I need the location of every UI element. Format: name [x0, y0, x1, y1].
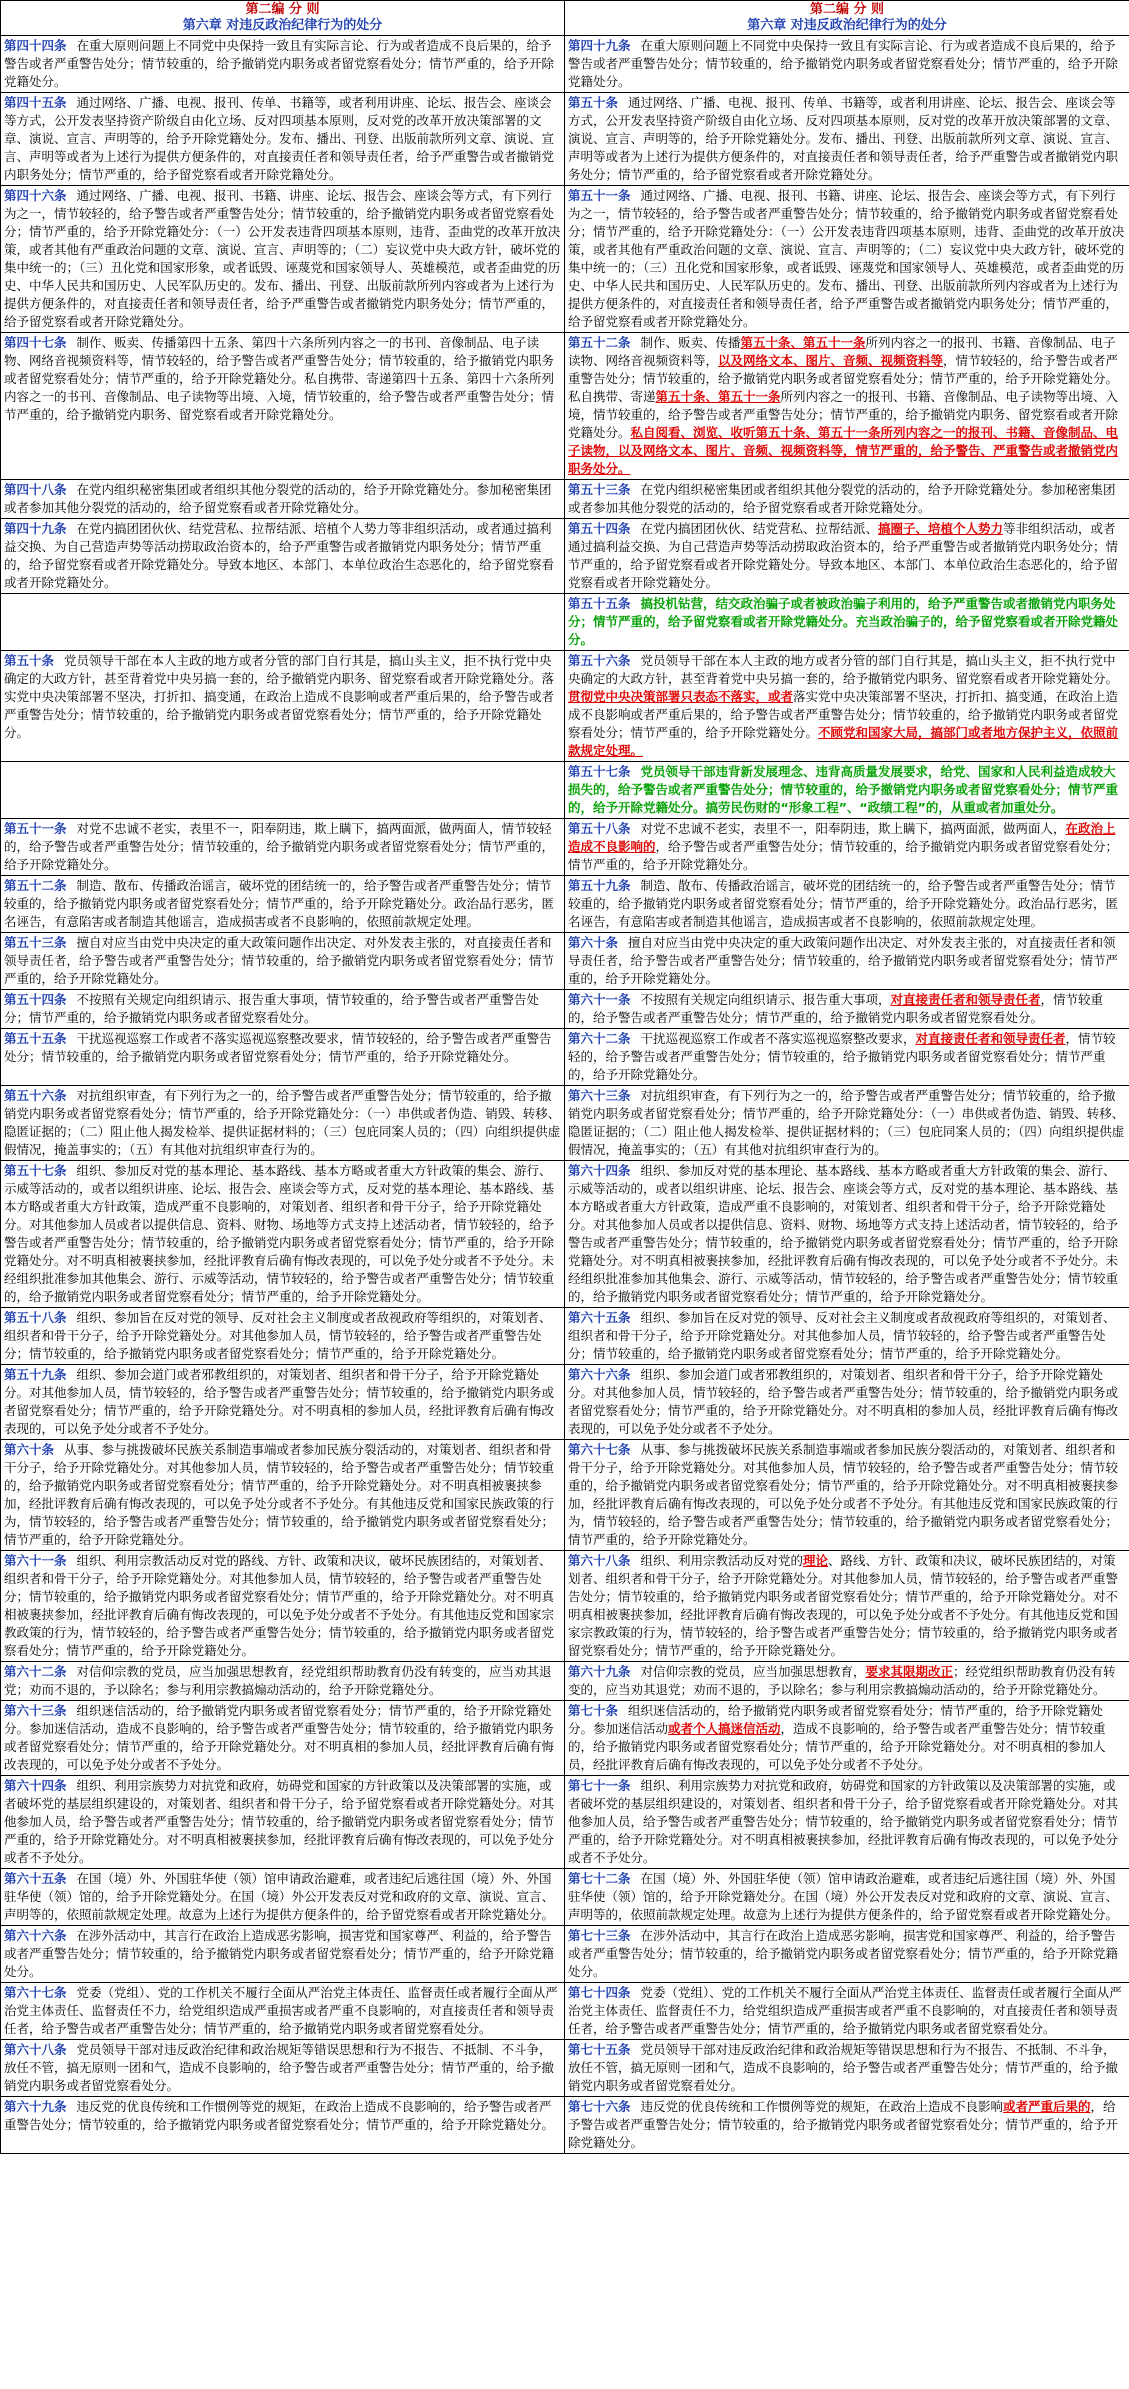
article-number: 第七十五条: [568, 2042, 631, 2057]
article-row: [1, 2097, 1129, 2154]
article-text: 在涉外活动中，其言行在政治上造成恶劣影响，损害党和国家尊严、利益的，给予警告或者严重警告处分；情节较重的，给予撤销党内职务或者留党察看处分；情节严重的，给予开除党籍处分。: [4, 1928, 555, 1979]
article-text: 组织、参加会道门或者邪教组织的，对策划者、组织者和骨干分子，给予开除党籍处分。对其他参加人员，情节较轻的，给予警告或者严重警告处分；情节较重的，给予撤销党内职务或者留党察看处分；情节严重的，给予开除党籍处分。对不明真相的参加人员，经批评教育后确有悔改表现的，可以免予处分或者不予处分。: [568, 1367, 1119, 1436]
header-row: [1, 1, 1129, 36]
article-text: 党员领导干部在本人主政的地方或者分管的部门自行其是，搞山头主义，拒不执行党中央确定的大政方针，甚至背着党中央另搞一套的，给予撤销党内职务、留党察看或者开除党籍处分。: [568, 653, 1119, 686]
article-row: [1, 333, 1129, 480]
article-number: 第七十六条: [568, 2099, 631, 2114]
article-text: 通过网络、广播、电视、报刊、传单、书籍等，或者利用讲座、论坛、报告会、座谈会等方式，公开发表坚持资产阶级自由化立场、反对四项基本原则，反对党的改革开放决策部署的文章、演说、宣言、声明等的，给予开除党籍处分。发布、播出、刊登、出版前款所列文章、演说、宣言、声明等或者为上述行为提供方便条件的，对直接责任者和领导责任者，给予严重警告或者撤销党内职务处分；情节严重的，给予留党察看或者开除党籍处分。: [4, 95, 555, 182]
article-text: 对抗组织审查，有下列行为之一的，给予警告或者严重警告处分；情节较重的，给予撤销党内职务或者留党察看处分；情节严重的，给予开除党籍处分：（一）串供或者伪造、销毁、转移、隐匿证据的；（二）阻止他人揭发检举、提供证据材料的；（三）包庇同案人员的；（四）向组织提供虚假情况，掩盖事实的；（五）有其他对抗组织审查行为的。: [568, 1088, 1125, 1157]
right-header: [565, 1, 1129, 36]
article-number: 第六十五条: [568, 1310, 631, 1325]
article-row: [1, 594, 1129, 651]
article-number: 第六十二条: [568, 1031, 631, 1046]
article-text: 擅自对应当由党中央决定的重大政策问题作出决定、对外发表主张的，对直接责任者和领导责任者，给予警告或者严重警告处分；情节较重的，给予撤销党内职务或者留党察看处分；情节严重的，给予开除党籍处分。: [568, 935, 1119, 986]
article-number: 第六十一条: [568, 992, 631, 1007]
article-number: 第七十一条: [568, 1778, 631, 1793]
old-article-cell: [1, 651, 565, 762]
old-article-cell: [1, 1308, 565, 1365]
article-text: 党委（党组）、党的工作机关不履行全面从严治党主体责任、监督责任或者履行全面从严治党主体责任、监督责任不力，给党组织造成严重损害或者严重不良影响的，对直接责任者和领导责任者，给予警告或者严重警告处分；情节严重的，给予撤销党内职务或者留党察看处分。: [568, 1985, 1122, 2036]
article-text: 在党内组织秘密集团或者组织其他分裂党的活动的，给予开除党籍处分。参加秘密集团或者参加其他分裂党的活动的，给予留党察看或者开除党籍处分。: [4, 482, 552, 515]
article-text: 对信仰宗教的党员，应当加强思想教育，: [640, 1664, 866, 1679]
article-text: ，造成不良影响的，给予警告或者严重警告处分；情节较重的，给予撤销党内职务或者留党察看处分；情节严重的，给予开除党籍处分。对不明真相的参加人员，经批评教育后确有悔改表现的，可以免予处分或者不予处分。: [568, 1721, 1106, 1772]
amended-text: 贯彻党中央决策部署只表态不落实，或者: [568, 689, 794, 704]
article-text: 对抗组织审查，有下列行为之一的，给予警告或者严重警告处分；情节较重的，给予撤销党内职务或者留党察看处分；情节严重的，给予开除党籍处分：（一）串供或者伪造、销毁、转移、隐匿证据的；（二）阻止他人揭发检举、提供证据材料的；（三）包庇同案人员的；（四）向组织提供虚假情况，掩盖事实的；（五）有其他对抗组织审查行为的。: [4, 1088, 561, 1157]
new-article-cell: [565, 1776, 1129, 1869]
article-row: [1, 480, 1129, 519]
article-text: 等非组织活动，或者通过搞利益交换、为自己营造声势等活动捞取政治资本的，给予严重警告或者撤销党内职务处分；情节严重的，给予留党察看或者开除党籍处分。导致本地区、本部门、本单位政治生态恶化的，给予留党察看或者开除党籍处分。: [568, 521, 1119, 590]
new-article-cell: [565, 519, 1129, 594]
article-number: 第五十四条: [568, 521, 631, 536]
article-row: [1, 1662, 1129, 1701]
left-chapter-title: 第六章 对违反政治纪律行为的处分: [182, 18, 383, 33]
article-number: 第四十九条: [4, 521, 67, 536]
old-article-cell: [1, 1776, 565, 1869]
old-article-cell: [1, 1086, 565, 1161]
new-article-cell: [565, 876, 1129, 933]
article-text: 组织、利用宗族势力对抗党和政府，妨碍党和国家的方针政策以及决策部署的实施，或者破坏党的基层组织建设的，对策划者、组织者和骨干分子，给予留党察看或者开除党籍处分。对其他参加人员，给予警告或者严重警告处分；情节较重的，给予撤销党内职务或者留党察看处分；情节严重的，给予开除党籍处分。对不明真相被裹挟参加，经批评教育后确有悔改表现的，可以免予处分或者不予处分。: [4, 1778, 555, 1865]
new-article-cell: [565, 1365, 1129, 1440]
article-text: 通过网络、广播、电视、报刊、书籍、讲座、论坛、报告会、座谈会等方式，有下列行为之一，情节较轻的，给予警告或者严重警告处分；情节较重的，给予撤销党内职务或者留党察看处分；情节严重的，给予开除党籍处分：（一）公开发表违背四项基本原则，违背、歪曲党的改革开放决策，或者其他有严重政治问题的文章、演说、宣言、声明等的；（二）妄议党中央大政方针，破坏党的集中统一的；（三）丑化党和国家形象，或者诋毁、诬蔑党和国家领导人、英雄模范，或者歪曲党的历史、中华人民共和国历史、人民军队历史的。发布、播出、刊登、出版前款所列内容或者为上述行为提供方便条件的，对直接责任者和领导责任者，给予严重警告或者撤销党内职务处分；情节严重的，给予留党察看或者开除党籍处分。: [568, 188, 1125, 329]
article-number: 第四十七条: [4, 335, 67, 350]
new-article-cell: [565, 333, 1129, 480]
article-number: 第五十二条: [568, 335, 631, 350]
article-number: 第六十三条: [568, 1088, 631, 1103]
article-row: [1, 1086, 1129, 1161]
old-article-cell: [1, 1983, 565, 2040]
article-text: 落实党中央决策部署不坚决，打折扣、搞变通，在政治上造成不良影响或者严重后果的，给予警告或者严重警告处分；情节较重的，给予撤销党内职务或者留党察看处分；情节严重的，给予开除党籍处分。: [568, 689, 1119, 740]
article-number: 第五十九条: [568, 878, 631, 893]
article-number: 第五十六条: [4, 1088, 67, 1103]
amended-text: 第五十条、第五十一条: [655, 389, 781, 404]
article-text: ，情节较轻的，给予警告或者严重警告处分；情节较重的，给予撤销党内职务或者留党察看处分；情节严重的，给予开除党籍处分。: [568, 1031, 1116, 1082]
new-article-cell: [565, 1029, 1129, 1086]
left-header: [1, 1, 565, 36]
old-article-cell: [1, 1926, 565, 1983]
new-article-cell: [565, 1551, 1129, 1662]
article-text: 在党内组织秘密集团或者组织其他分裂党的活动的，给予开除党籍处分。参加秘密集团或者参加其他分裂党的活动的，给予留党察看或者开除党籍处分。: [568, 482, 1116, 515]
old-article-cell: [1, 1161, 565, 1308]
article-text: 不按照有关规定向组织请示、报告重大事项，: [640, 992, 891, 1007]
new-article-cell: [565, 933, 1129, 990]
old-article-cell: [1, 1701, 565, 1776]
article-number: 第五十六条: [568, 653, 631, 668]
article-text: 党员领导干部对违反政治纪律和政治规矩等错误思想和行为不报告、不抵制、不斗争，放任不管，搞无原则一团和气，造成不良影响的，给予警告或者严重警告处分；情节严重的，给予撤销党内职务或者留党察看处分。: [4, 2042, 555, 2093]
article-row: [1, 1440, 1129, 1551]
article-row: [1, 1365, 1129, 1440]
old-article-cell: [1, 1440, 565, 1551]
right-part-title: 第二编 分 则: [809, 2, 885, 17]
new-article-cell: [565, 651, 1129, 762]
article-text: 组织迷信活动的，给予撤销党内职务或者留党察看处分；情节严重的，给予开除党籍处分。参加迷信活动: [568, 1703, 1104, 1736]
amended-text: 以及网络文本、图片、音频、视频资料等: [718, 353, 944, 368]
article-row: [1, 819, 1129, 876]
old-article-cell: [1, 876, 565, 933]
article-number: 第七十四条: [568, 1985, 631, 2000]
article-row: [1, 933, 1129, 990]
old-article-cell: [1, 480, 565, 519]
article-text: 党员领导干部在本人主政的地方或者分管的部门自行其是，搞山头主义，拒不执行党中央确定的大政方针，甚至背着党中央另搞一套的，给予撤销党内职务、留党察看或者开除党籍处分。落实党中央决策部署不坚决，打折扣、搞变通，在政治上造成不良影响或者严重后果的，给予警告或者严重警告处分；情节较重的，给予撤销党内职务或者留党察看处分；情节严重的，给予开除党籍处分。: [4, 653, 555, 740]
article-number: 第四十五条: [4, 95, 67, 110]
article-number: 第五十三条: [568, 482, 631, 497]
old-article-cell: [1, 819, 565, 876]
article-row: [1, 651, 1129, 762]
new-article-cell: [565, 1161, 1129, 1308]
article-text: 组织迷信活动的，给予撤销党内职务或者留党察看处分；情节严重的，给予开除党籍处分。参加迷信活动，造成不良影响的，给予警告或者严重警告处分；情节较重的，给予撤销党内职务或者留党察看处分；情节严重的，给予开除党籍处分。对不明真相的参加人员，经批评教育后确有悔改表现的，可以免予处分或者不予处分。: [4, 1703, 555, 1772]
article-number: 第五十五条: [4, 1031, 67, 1046]
left-part-title: 第二编 分 则: [245, 2, 320, 17]
new-article-cell: [565, 1308, 1129, 1365]
article-text: 组织、参加旨在反对党的领导、反对社会主义制度或者敌视政府等组织的，对策划者、组织者和骨干分子，给予开除党籍处分。对其他参加人员，情节较轻的，给予警告或者严重警告处分；情节较重的，给予撤销党内职务或者留党察看处分；情节严重的，给予开除党籍处分。: [4, 1310, 552, 1361]
article-row: [1, 1551, 1129, 1662]
article-number: 第五十条: [4, 653, 55, 668]
amended-text: 要求其限期改正: [865, 1664, 954, 1679]
article-number: 第六十三条: [4, 1703, 67, 1718]
article-row: [1, 1983, 1129, 2040]
article-row: [1, 762, 1129, 819]
article-number: 第六十八条: [568, 1553, 631, 1568]
new-article-cell: [565, 990, 1129, 1029]
article-text: 擅自对应当由党中央决定的重大政策问题作出决定、对外发表主张的，对直接责任者和领导责任者，给予警告或者严重警告处分；情节较重的，给予撤销党内职务或者留党察看处分；情节严重的，给予开除党籍处分。: [4, 935, 555, 986]
old-article-cell: [1, 2097, 565, 2154]
article-text: 在党内搞团团伙伙、结党营私、拉帮结派、: [640, 521, 879, 536]
article-row: [1, 93, 1129, 186]
article-row: [1, 1869, 1129, 1926]
article-text: 所列内容之一的报刊、书籍、音像制品、电子读物、网络音视频资料等，: [568, 335, 1116, 368]
article-text: 在重大原则问题上不同党中央保持一致且有实际言论、行为或者造成不良后果的，给予警告或者严重警告处分；情节较重的，给予撤销党内职务或者留党察看处分；情节严重的，给予开除党籍处分。: [568, 38, 1119, 89]
article-text: 制作、贩卖、传播第四十五条、第四十六条所列内容之一的书刊、音像制品、电子读物、网络音视频资料等，情节较轻的，给予警告或者严重警告处分；情节较重的，给予撤销党内职务或者留党察看处分；情节严重的，给予开除党籍处分。私自携带、寄递第四十五条、第四十六条所列内容之一的书刊、音像制品、电子读物等出境、入境，情节较重的，给予警告或者严重警告处分；情节严重的，给予撤销党内职务、留党察看或者开除党籍处分。: [4, 335, 555, 422]
article-number: 第五十五条: [568, 596, 631, 611]
article-number: 第六十八条: [4, 2042, 67, 2057]
old-article-cell: [1, 1365, 565, 1440]
article-row: [1, 36, 1129, 93]
article-text: 干扰巡视巡察工作或者不落实巡视巡察整改要求，情节较轻的，给予警告或者严重警告处分；情节较重的，给予撤销党内职务或者留党察看处分；情节严重的，给予开除党籍处分。: [4, 1031, 552, 1064]
article-text: 组织、利用宗教活动反对党的路线、方针、政策和决议，破坏民族团结的，对策划者、组织者和骨干分子，给予开除党籍处分。对其他参加人员，情节较轻的，给予警告或者严重警告处分；情节较重的，给予撤销党内职务或者留党察看处分；情节严重的，给予开除党籍处分。对不明真相被裹挟参加，经批评教育后确有悔改表现的，可以免予处分或者不予处分。有其他违反党和国家宗教政策的行为，情节较轻的，给予警告或者严重警告处分；情节较重的，给予撤销党内职务或者留党察看处分；情节严重的，给予开除党籍处分。: [4, 1553, 555, 1658]
old-article-cell: [1, 1869, 565, 1926]
article-text: 通过网络、广播、电视、报刊、书籍、讲座、论坛、报告会、座谈会等方式，有下列行为之一，情节较轻的，给予警告或者严重警告处分；情节较重的，给予撤销党内职务或者留党察看处分；情节严重的，给予开除党籍处分：（一）公开发表违背四项基本原则，违背、歪曲党的改革开放决策，或者其他有严重政治问题的文章、演说、宣言、声明等的；（二）妄议党中央大政方针，破坏党的集中统一的；（三）丑化党和国家形象，或者诋毁、诬蔑党和国家领导人、英雄模范，或者歪曲党的历史、中华人民共和国历史、人民军队历史的。发布、播出、刊登、出版前款所列内容或者为上述行为提供方便条件的，对直接责任者和领导责任者，给予严重警告或者撤销党内职务处分；情节严重的，给予留党察看或者开除党籍处分。: [4, 188, 561, 329]
article-text: 党员领导干部对违反政治纪律和政治规矩等错误思想和行为不报告、不抵制、不斗争，放任不管，搞无原则一团和气，造成不良影响的，给予警告或者严重警告处分；情节严重的，给予撤销党内职务或者留党察看处分。: [568, 2042, 1119, 2093]
amended-text: 搞圈子、培植个人势力: [878, 521, 1004, 536]
article-number: 第五十七条: [4, 1163, 67, 1178]
article-number: 第七十三条: [568, 1928, 631, 1943]
article-text: 通过网络、广播、电视、报刊、传单、书籍等，或者利用讲座、论坛、报告会、座谈会等方式，公开发表坚持资产阶级自由化立场、反对四项基本原则，反对党的改革开放决策部署的文章、演说、宣言、声明等的，给予开除党籍处分。发布、播出、刊登、出版前款所列文章、演说、宣言、声明等或者为上述行为提供方便条件的，对直接责任者和领导责任者，给予严重警告或者撤销党内职务处分；情节严重的，给予留党察看或者开除党籍处分。: [568, 95, 1119, 182]
article-text: 在国（境）外、外国驻华使（领）馆申请政治避难，或者违纪后逃往国（境）外、外国驻华使（领）馆的，给予开除党籍处分。在国（境）外公开发表反对党和政府的文章、演说、宣言、声明等的，依照前款规定处理。故意为上述行为提供方便条件的，给予留党察看或者开除党籍处分。: [4, 1871, 555, 1922]
article-text: 制造、散布、传播政治谣言，破坏党的团结统一的，给予警告或者严重警告处分；情节较重的，给予撤销党内职务或者留党察看处分；情节严重的，给予开除党籍处分。政治品行恶劣，匿名诬告，有意陷害或者制造其他谣言，造成损害或者不良影响的，依照前款规定处理。: [4, 878, 555, 929]
article-text: 党委（党组）、党的工作机关不履行全面从严治党主体责任、监督责任或者履行全面从严治党主体责任、监督责任不力，给党组织造成严重损害或者严重不良影响的，对直接责任者和领导责任者，给予警告或者严重警告处分；情节严重的，给予撤销党内职务或者留党察看处分。: [4, 1985, 558, 2036]
article-number: 第四十八条: [4, 482, 67, 497]
amended-text: 在政治上造成不良影响的: [568, 821, 1116, 854]
article-number: 第七十二条: [568, 1871, 631, 1886]
article-row: [1, 1701, 1129, 1776]
article-text: 对信仰宗教的党员，应当加强思想教育，经党组织帮助教育仍没有转变的，应当劝其退党；劝而不退的，予以除名；参与利用宗教搞煽动活动的，给予开除党籍处分。: [4, 1664, 552, 1697]
old-article-cell: [1, 594, 565, 651]
amended-text: 不顾党和国家大局，搞部门或者地方保护主义，依照前款规定处理。: [568, 725, 1119, 758]
new-article-cell: [565, 1440, 1129, 1551]
article-number: 第五十一条: [4, 821, 67, 836]
old-article-cell: [1, 333, 565, 480]
old-article-cell: [1, 186, 565, 333]
new-article-cell: [565, 1086, 1129, 1161]
new-article-cell: [565, 36, 1129, 93]
article-number: 第七十条: [568, 1703, 619, 1718]
amended-text: 对直接责任者和领导责任者: [890, 992, 1041, 1007]
old-article-cell: [1, 762, 565, 819]
new-article-cell: [565, 480, 1129, 519]
old-article-cell: [1, 1551, 565, 1662]
article-number: 第六十一条: [4, 1553, 67, 1568]
article-row: [1, 1776, 1129, 1869]
article-number: 第六十七条: [4, 1985, 67, 2000]
article-text: 制作、贩卖、传播: [640, 335, 741, 350]
new-article-cell: [565, 1701, 1129, 1776]
article-text: 所列内容之一的报刊、书籍、音像制品、电子读物等出境、入境，情节较重的，给予警告或者严重警告处分；情节严重的，给予撤销党内职务、留党察看或者开除党籍处分。: [568, 389, 1119, 440]
article-text: 干扰巡视巡察工作或者不落实巡视巡察整改要求，: [640, 1031, 916, 1046]
article-number: 第六十五条: [4, 1871, 67, 1886]
article-number: 第六十四条: [4, 1778, 67, 1793]
article-number: 第六十六条: [568, 1367, 631, 1382]
amended-text: 对直接责任者和领导责任者: [915, 1031, 1066, 1046]
article-number: 第六十九条: [4, 2099, 67, 2114]
old-article-cell: [1, 2040, 565, 2097]
new-article-text: 党员领导干部违背新发展理念、违背高质量发展要求，给党、国家和人民利益造成较大损失的，给予警告或者严重警告处分；情节较重的，给予撤销党内职务或者留党察看处分；情节严重的，给予开除党籍处分。搞劳民伤财的“形象工程”、“政绩工程”的，从重或者加重处分。: [568, 764, 1119, 815]
new-article-cell: [565, 2040, 1129, 2097]
article-text: 违反党的优良传统和工作惯例等党的规矩，在政治上造成不良影响: [640, 2099, 1004, 2114]
article-text: ，情节较轻的，给予警告或者严重警告处分；情节较重的，给予撤销党内职务或者留党察看处分；情节严重的，给予开除党籍处分。私自携带、寄递: [568, 353, 1119, 404]
article-number: 第五十八条: [568, 821, 631, 836]
article-row: [1, 1029, 1129, 1086]
amended-text: 或者严重后果的: [1003, 2099, 1091, 2114]
new-article-cell: [565, 2097, 1129, 2154]
article-text: ，情节较重的，给予警告或者严重警告处分；情节严重的，给予撤销党内职务或者留党察看处分。: [568, 992, 1104, 1025]
article-text: 组织、参加会道门或者邪教组织的，对策划者、组织者和骨干分子，给予开除党籍处分。对其他参加人员，情节较轻的，给予警告或者严重警告处分；情节较重的，给予撤销党内职务或者留党察看处分；情节严重的，给予开除党籍处分。对不明真相的参加人员，经批评教育后确有悔改表现的，可以免予处分或者不予处分。: [4, 1367, 555, 1436]
article-number: 第五十七条: [568, 764, 631, 779]
article-text: 、路线、方针、政策和决议，破坏民族团结的，对策划者、组织者和骨干分子，给予开除党籍处分。对其他参加人员，情节较轻的，给予警告或者严重警告处分；情节较重的，给予撤销党内职务或者留党察看处分；情节严重的，给予开除党籍处分。对不明真相被裹挟参加，经批评教育后确有悔改表现的，可以免予处分或者不予处分。有其他违反党和国家宗教政策的行为，情节较轻的，给予警告或者严重警告处分；情节较重的，给予撤销党内职务或者留党察看处分；情节严重的，给予开除党籍处分。: [568, 1553, 1119, 1658]
article-number: 第六十四条: [568, 1163, 631, 1178]
new-article-cell: [565, 594, 1129, 651]
article-number: 第六十六条: [4, 1928, 67, 1943]
article-text: 组织、利用宗教活动反对党的: [640, 1553, 804, 1568]
article-text: 从事、参与挑拨破坏民族关系制造事端或者参加民族分裂活动的，对策划者、组织者和骨干分子，给予开除党籍处分。对其他参加人员，情节较轻的，给予警告或者严重警告处分；情节较重的，给予撤销党内职务或者留党察看处分；情节严重的，给予开除党籍处分。对不明真相被裹挟参加，经批评教育后确有悔改表现的，可以免予处分或者不予处分。有其他违反党和国家民族政策的行为，情节较轻的，给予警告或者严重警告处分；情节较重的，给予撤销党内职务或者留党察看处分；情节严重的，给予开除党籍处分。: [4, 1442, 555, 1547]
article-text: ；经党组织帮助教育仍没有转变的，应当劝其退党；劝而不退的，予以除名；参与利用宗教搞煽动活动的，给予开除党籍处分。: [568, 1664, 1116, 1697]
new-article-cell: [565, 93, 1129, 186]
article-number: 第五十九条: [4, 1367, 67, 1382]
article-row: [1, 1308, 1129, 1365]
old-article-cell: [1, 1662, 565, 1701]
article-number: 第六十九条: [568, 1664, 631, 1679]
article-text: 在重大原则问题上不同党中央保持一致且有实际言论、行为或者造成不良后果的，给予警告或者严重警告处分；情节较重的，给予撤销党内职务或者留党察看处分；情节严重的，给予开除党籍处分。: [4, 38, 555, 89]
article-text: 在涉外活动中，其言行在政治上造成恶劣影响，损害党和国家尊严、利益的，给予警告或者严重警告处分；情节较重的，给予撤销党内职务或者留党察看处分；情节严重的，给予开除党籍处分。: [568, 1928, 1119, 1979]
amended-text: 私自阅看、浏览、收听第五十条、第五十一条所列内容之一的报刊、书籍、音像制品、电子读物，以及网络文本、图片、音频、视频资料等，情节严重的，给予警告、严重警告或者撤销党内职务处分。: [568, 425, 1119, 476]
article-row: [1, 519, 1129, 594]
old-article-cell: [1, 933, 565, 990]
article-text: 对党不忠诚不老实，表里不一，阳奉阴违，欺上瞒下，搞两面派，做两面人，情节较轻的，给予警告或者严重警告处分；情节较重的，给予撤销党内职务或者留党察看处分；情节严重的，给予开除党籍处分。: [4, 821, 555, 872]
article-row: [1, 876, 1129, 933]
article-text: 在党内搞团团伙伙、结党营私、拉帮结派、培植个人势力等非组织活动，或者通过搞利益交换、为自己营造声势等活动捞取政治资本的，给予严重警告或者撤销党内职务处分；情节严重的，给予留党察看或者开除党籍处分。导致本地区、本部门、本单位政治生态恶化的，给予留党察看或者开除党籍处分。: [4, 521, 555, 590]
new-article-cell: [565, 1926, 1129, 1983]
article-number: 第五十二条: [4, 878, 67, 893]
article-number: 第六十七条: [568, 1442, 631, 1457]
article-row: [1, 1926, 1129, 1983]
article-number: 第六十条: [568, 935, 619, 950]
article-row: [1, 1161, 1129, 1308]
new-article-text: 搞投机钻营，结交政治骗子或者被政治骗子利用的，给予严重警告或者撤销党内职务处分；情节严重的，给予留党察看或者开除党籍处分。充当政治骗子的，给予留党察看或者开除党籍处分。: [568, 596, 1119, 647]
new-article-cell: [565, 819, 1129, 876]
article-number: 第六十二条: [4, 1664, 67, 1679]
new-article-cell: [565, 1869, 1129, 1926]
amended-text: 理论: [803, 1553, 829, 1568]
old-article-cell: [1, 93, 565, 186]
article-text: ，给予警告或者严重警告处分；情节较重的，给予撤销党内职务或者留党察看处分；情节严重的，给予开除党籍处分。: [568, 2099, 1119, 2150]
new-article-cell: [565, 1662, 1129, 1701]
article-number: 第五十八条: [4, 1310, 67, 1325]
article-text: 组织、参加反对党的基本理论、基本路线、基本方略或者重大方针政策的集会、游行、示威等活动的，或者以组织讲座、论坛、报告会、座谈会等方式，反对党的基本理论、基本路线、基本方略或者重大方针政策，造成严重不良影响的，对策划者、组织者和骨干分子，给予开除党籍处分。对其他参加人员或者以提供信息、资料、财物、场地等方式支持上述活动者，情节较轻的，给予警告或者严重警告处分；情节较重的，给予撤销党内职务或者留党察看处分；情节严重的，给予开除党籍处分。对不明真相被裹挟参加，经批评教育后确有悔改表现的，可以免予处分或者不予处分。未经组织批准参加其他集会、游行、示威等活动，情节较轻的，给予警告或者严重警告处分；情节较重的，给予撤销党内职务或者留党察看处分；情节严重的，给予开除党籍处分。: [4, 1163, 555, 1304]
article-number: 第四十九条: [568, 38, 631, 53]
article-row: [1, 186, 1129, 333]
article-text: 违反党的优良传统和工作惯例等党的规矩，在政治上造成不良影响的，给予警告或者严重警告处分；情节较重的，给予撤销党内职务或者留党察看处分；情节严重的，给予开除党籍处分。: [4, 2099, 555, 2132]
old-article-cell: [1, 990, 565, 1029]
amended-text: 或者个人搞迷信活动: [668, 1721, 781, 1736]
article-number: 第四十六条: [4, 188, 67, 203]
old-article-cell: [1, 1029, 565, 1086]
old-article-cell: [1, 519, 565, 594]
article-text: 从事、参与挑拨破坏民族关系制造事端或者参加民族分裂活动的，对策划者、组织者和骨干分子，给予开除党籍处分。对其他参加人员，情节较轻的，给予警告或者严重警告处分；情节较重的，给予撤销党内职务或者留党察看处分；情节严重的，给予开除党籍处分。对不明真相被裹挟参加，经批评教育后确有悔改表现的，可以免予处分或者不予处分。有其他违反党和国家民族政策的行为，情节较轻的，给予警告或者严重警告处分；情节较重的，给予撤销党内职务或者留党察看处分；情节严重的，给予开除党籍处分。: [568, 1442, 1119, 1547]
new-article-cell: [565, 762, 1129, 819]
article-text: 组织、参加反对党的基本理论、基本路线、基本方略或者重大方针政策的集会、游行、示威等活动的，或者以组织讲座、论坛、报告会、座谈会等方式，反对党的基本理论、基本路线、基本方略或者重大方针政策，造成严重不良影响的，对策划者、组织者和骨干分子，给予开除党籍处分。对其他参加人员或者以提供信息、资料、财物、场地等方式支持上述活动者，情节较轻的，给予警告或者严重警告处分；情节较重的，给予撤销党内职务或者留党察看处分；情节严重的，给予开除党籍处分。对不明真相被裹挟参加，经批评教育后确有悔改表现的，可以免予处分或者不予处分。未经组织批准参加其他集会、游行、示威等活动，情节较轻的，给予警告或者严重警告处分；情节较重的，给予撤销党内职务或者留党察看处分；情节严重的，给予开除党籍处分。: [568, 1163, 1119, 1304]
article-text: 对党不忠诚不老实，表里不一，阳奉阴违，欺上瞒下，搞两面派，做两面人，: [640, 821, 1066, 836]
new-article-cell: [565, 186, 1129, 333]
old-article-cell: [1, 36, 565, 93]
article-text: 组织、利用宗族势力对抗党和政府，妨碍党和国家的方针政策以及决策部署的实施，或者破坏党的基层组织建设的，对策划者、组织者和骨干分子，给予留党察看或者开除党籍处分。对其他参加人员，给予警告或者严重警告处分；情节较重的，给予撤销党内职务或者留党察看处分；情节严重的，给予开除党籍处分。对不明真相被裹挟参加，经批评教育后确有悔改表现的，可以免予处分或者不予处分。: [568, 1778, 1119, 1865]
article-number: 第五十四条: [4, 992, 67, 1007]
new-article-cell: [565, 1983, 1129, 2040]
article-text: 组织、参加旨在反对党的领导、反对社会主义制度或者敌视政府等组织的，对策划者、组织者和骨干分子，给予开除党籍处分。对其他参加人员，情节较轻的，给予警告或者严重警告处分；情节较重的，给予撤销党内职务或者留党察看处分；情节严重的，给予开除党籍处分。: [568, 1310, 1116, 1361]
article-number: 第六十条: [4, 1442, 55, 1457]
article-text: 在国（境）外、外国驻华使（领）馆申请政治避难，或者违纪后逃往国（境）外、外国驻华使（领）馆的，给予开除党籍处分。在国（境）外公开发表反对党和政府的文章、演说、宣言、声明等的，依照前款规定处理。故意为上述行为提供方便条件的，给予留党察看或者开除党籍处分。: [568, 1871, 1119, 1922]
article-text: ，给予警告或者严重警告处分；情节较重的，给予撤销党内职务或者留党察看处分；情节严重的，给予开除党籍处分。: [568, 839, 1119, 872]
article-number: 第五十条: [568, 95, 619, 110]
article-number: 第四十四条: [4, 38, 67, 53]
article-row: [1, 2040, 1129, 2097]
article-row: [1, 990, 1129, 1029]
article-number: 第五十三条: [4, 935, 67, 950]
article-text: 不按照有关规定向组织请示、报告重大事项，情节较重的，给予警告或者严重警告处分；情节严重的，给予撤销党内职务或者留党察看处分。: [4, 992, 540, 1025]
right-chapter-title: 第六章 对违反政治纪律行为的处分: [747, 18, 947, 33]
article-number: 第五十一条: [568, 188, 631, 203]
amended-text: 第五十条、第五十一条: [740, 335, 866, 350]
article-text: 制造、散布、传播政治谣言，破坏党的团结统一的，给予警告或者严重警告处分；情节较重的，给予撤销党内职务或者留党察看处分；情节严重的，给予开除党籍处分。政治品行恶劣，匿名诬告，有意陷害或者制造其他谣言，造成损害或者不良影响的，依照前款规定处理。: [568, 878, 1119, 929]
